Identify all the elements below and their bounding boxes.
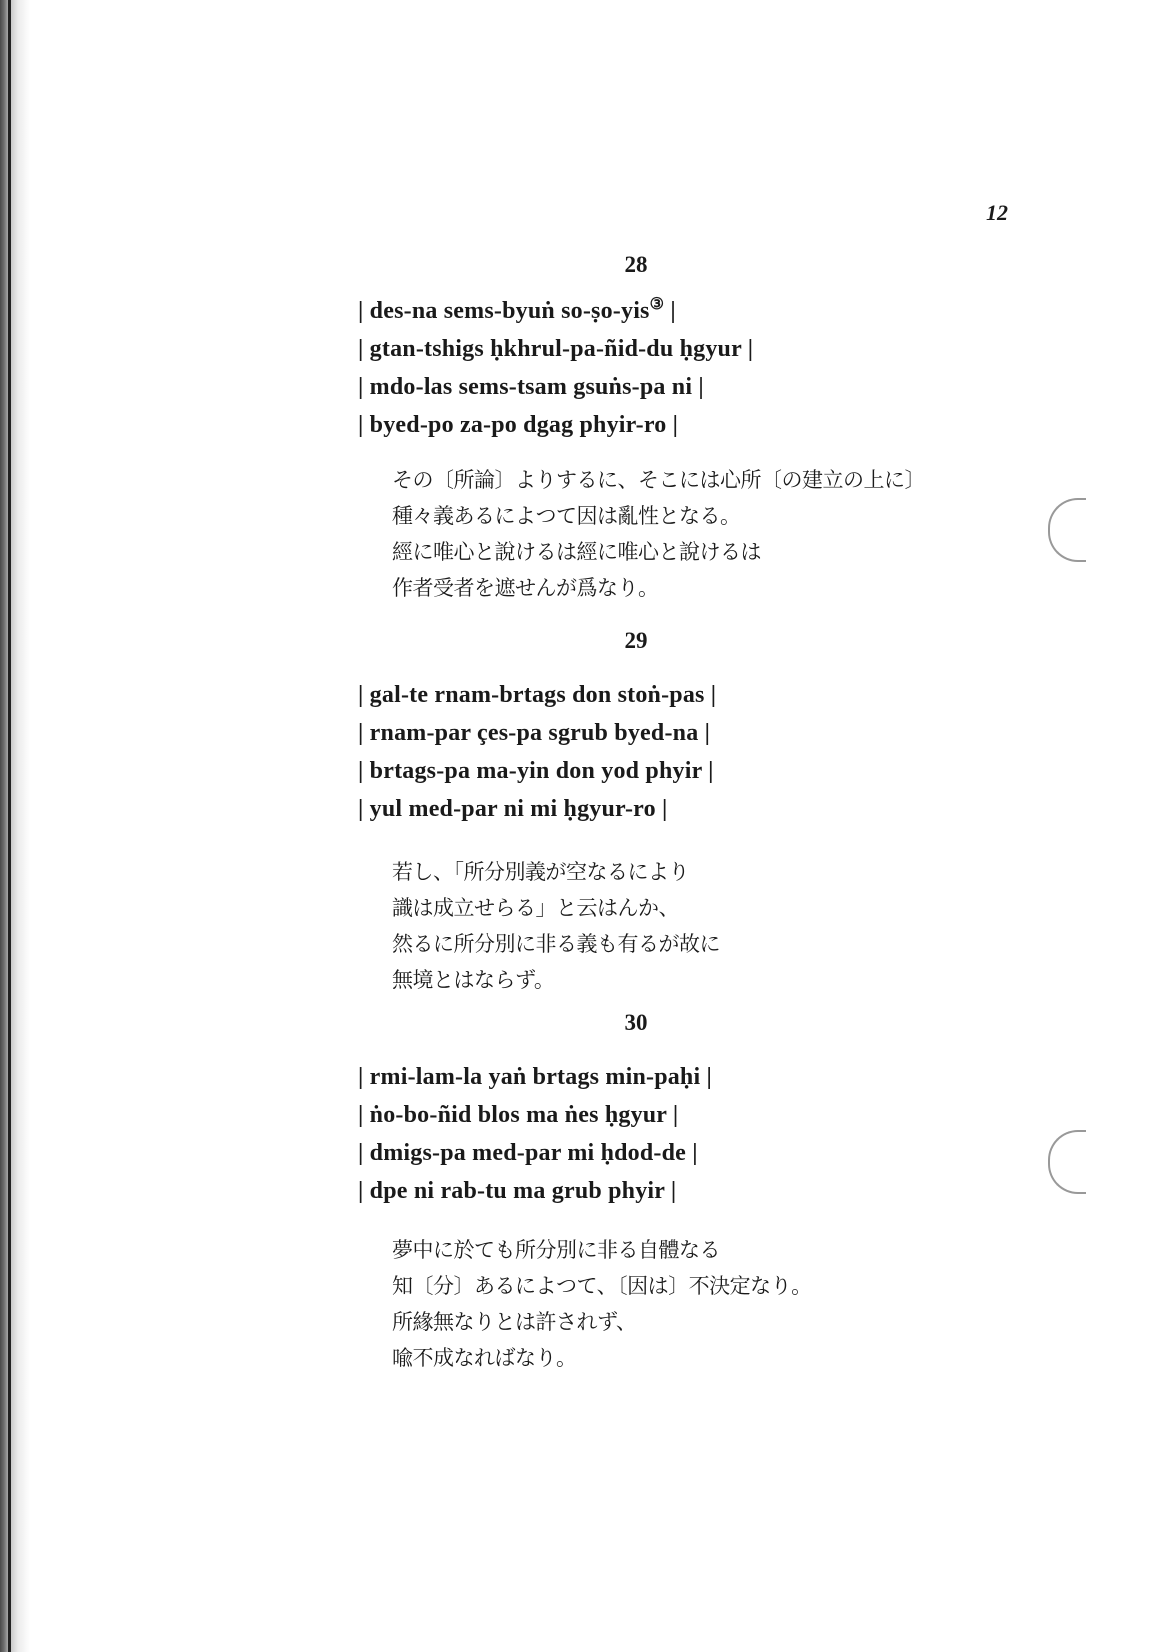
verse-30 <box>358 1010 1018 1376</box>
tibetan-line: | rmi-lam-la yaṅ brtags min-paḥi | <box>358 1064 713 1090</box>
japanese-line: 知〔分〕あるによつて、〔因は〕不決定なり。 <box>392 1274 812 1298</box>
tibetan-line: | byed-po za-po dgag phyir-ro | <box>358 412 679 438</box>
japanese-line: 所緣無なりとは許されず、 <box>392 1310 637 1334</box>
page-number: 12 <box>986 200 1008 225</box>
tibetan-line: | yul med-par ni mi ḥgyur-ro | <box>358 796 668 822</box>
verse-number: 30 <box>624 1010 648 1035</box>
verse-number: 28 <box>624 252 648 277</box>
japanese-line: 然るに所分別に非る義も有るが故に <box>392 932 720 956</box>
verse-28 <box>358 252 1018 606</box>
japanese-line: 經に唯心と說けるは經に唯心と說けるは <box>392 540 761 564</box>
verse-number: 29 <box>624 628 648 653</box>
tibetan-text <box>358 676 1018 828</box>
japanese-line: 若し、「所分別義が空なるにより <box>392 860 689 884</box>
tibetan-line: | des-na sems-byuṅ so-ṣo-yis③ | <box>358 296 676 324</box>
japanese-line: 種々義あるによつて因は亂性となる。 <box>392 504 741 528</box>
japanese-line: 夢中に於ても所分別に非る自體なる <box>392 1238 720 1262</box>
binding-hole-mark <box>1048 1130 1086 1194</box>
tibetan-line: | ṅo-bo-ñid blos ma ṅes ḥgyur | <box>358 1102 679 1128</box>
tibetan-line: | dmigs-pa med-par mi ḥdod-de | <box>358 1140 698 1166</box>
japanese-line: 喩不成なればなり。 <box>392 1346 577 1370</box>
tibetan-line: | gal-te rnam-brtags don stoṅ-pas | <box>358 682 717 708</box>
tibetan-text <box>358 1058 1018 1210</box>
japanese-line: 作者受者を遮せんが爲なり。 <box>392 576 659 600</box>
japanese-line: その〔所論〕よりするに、そこには心所〔の建立の上に〕 <box>392 468 925 492</box>
footnote-marker: ③ <box>649 296 665 313</box>
tibetan-line: | mdo-las sems-tsam gsuṅs-pa ni | <box>358 374 704 400</box>
verse-29 <box>358 628 1018 998</box>
tibetan-text <box>358 292 1018 444</box>
japanese-line: 無境とはならず。 <box>392 968 555 992</box>
tibetan-line: | brtags-pa ma-yin don yod phyir | <box>358 758 714 784</box>
japanese-translation <box>392 854 1018 998</box>
spine-edge-line <box>8 0 11 1652</box>
japanese-translation <box>392 462 1018 606</box>
tibetan-line: | gtan-tshigs ḥkhrul-pa-ñid-du ḥgyur | <box>358 336 754 362</box>
tibetan-line: | dpe ni rab-tu ma grub phyir | <box>358 1178 677 1204</box>
japanese-line: 識は成立せらる」と云はんか、 <box>392 896 679 920</box>
japanese-translation <box>392 1232 1018 1376</box>
binding-hole-mark <box>1048 498 1086 562</box>
tibetan-line: | rnam-par çes-pa sgrub byed-na | <box>358 720 711 746</box>
